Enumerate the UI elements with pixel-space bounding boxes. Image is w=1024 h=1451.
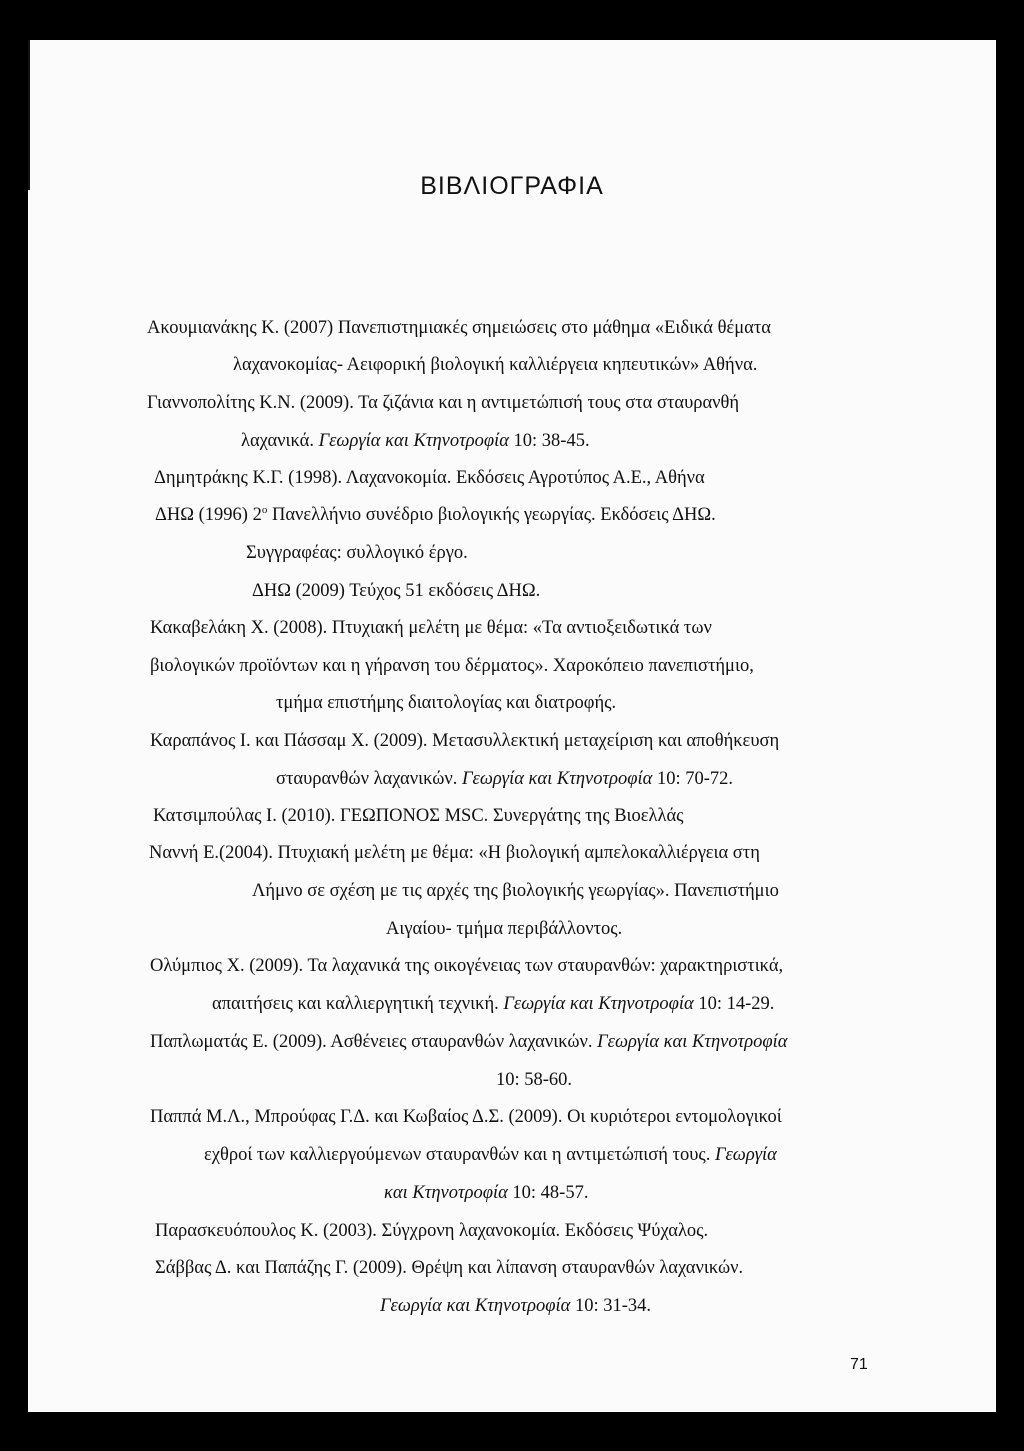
reference-text: Αιγαίου- τμήμα περιβάλλοντος. <box>386 919 623 939</box>
reference-line <box>241 429 590 453</box>
journal-title: και Κτηνοτροφία <box>384 1183 508 1203</box>
reference-line <box>276 767 733 791</box>
journal-title: Γεωργία και Κτηνοτροφία <box>597 1032 788 1052</box>
reference-text: 10: 38-45. <box>508 431 590 451</box>
reference-text: 10: 48-57. <box>507 1183 589 1203</box>
page-title: ΒΙΒΛΙΟΓΡΑΦΙΑ <box>420 172 604 200</box>
reference-line <box>150 729 779 753</box>
reference-text: Παρασκευόπουλος Κ. (2003). Σύγχρονη λαχανοκομία. Εκδόσεις Ψύχαλος. <box>155 1221 709 1241</box>
reference-text: Παππά Μ.Λ., Μπρούφας Γ.Δ. και Κωβαίος Δ.Σ. (2009). Οι κυριότεροι εντομολογικοί <box>150 1107 782 1127</box>
journal-title: Γεωργία <box>714 1145 777 1165</box>
reference-text: Γιαννοπολίτης Κ.Ν. (2009). Τα ζιζάνια και η αντιμετώπισή τους στα σταυρανθή <box>147 393 740 413</box>
reference-line <box>252 579 540 603</box>
reference-line <box>150 1030 787 1054</box>
reference-line <box>153 804 684 828</box>
reference-line <box>147 316 771 340</box>
reference-text: 10: 14-29. <box>693 994 775 1014</box>
scan-margin-line <box>28 40 30 190</box>
reference-text: 10: 31-34. <box>570 1296 651 1316</box>
reference-line <box>384 1181 588 1205</box>
reference-text: Καραπάνος Ι. και Πάσσαμ Χ. (2009). Μετασυλλεκτική μεταχείριση και αποθήκευση <box>150 731 780 751</box>
reference-line <box>496 1068 572 1092</box>
reference-text: Κατσιμπούλας Ι. (2010). ΓΕΩΠΟΝΟΣ MSC. Συνεργάτης της Βιοελλάς <box>153 806 684 826</box>
reference-text: Σάββας Δ. και Παπάζης Γ. (2009). Θρέψη και λίπανση σταυρανθών λαχανικών. <box>155 1258 744 1278</box>
reference-text: Ναννή Ε.(2004). Πτυχιακή μελέτη με θέμα: «Η βιολογική αμπελοκαλλιέργεια στη <box>149 843 760 863</box>
reference-text: Πανελλήνιο συνέδριο βιολογικής γεωργίας. Εκδόσεις ΔΗΩ. <box>267 505 716 525</box>
reference-line <box>150 954 783 978</box>
reference-text: Ακουμιανάκης Κ. (2007) Πανεπιστημιακές σημειώσεις στο μάθημα «Ειδικά θέματα <box>147 318 771 338</box>
reference-line <box>212 992 774 1016</box>
reference-line <box>147 391 739 415</box>
reference-text: 10: 58-60. <box>496 1070 573 1090</box>
reference-text: Λήμνο σε σχέση με τις αρχές της βιολογικής γεωργίας». Πανεπιστήμιο <box>252 881 779 901</box>
ordinal-superscript: ο <box>261 503 268 516</box>
reference-line <box>276 691 616 715</box>
reference-text: Συγγραφέας: συλλογικό έργο. <box>246 543 468 563</box>
reference-text: λαχανοκομίας- Αειφορική βιολογική καλλιέργεια κηπευτικών» Αθήνα. <box>233 355 758 375</box>
reference-text: Ολύμπιος Χ. (2009). Τα λαχανικά της οικογένειας των σταυρανθών: χαρακτηριστικά, <box>150 956 784 976</box>
reference-text: σταυρανθών λαχανικών. <box>276 769 463 789</box>
reference-text: Παπλωματάς Ε. (2009). Ασθένειες σταυρανθών λαχανικών. <box>150 1032 598 1052</box>
reference-line <box>233 353 757 377</box>
reference-line <box>155 1219 708 1243</box>
reference-line <box>246 541 468 565</box>
document-page <box>28 40 996 1412</box>
reference-line <box>252 879 779 903</box>
reference-text: εχθροί των καλλιεργούμενων σταυρανθών και η αντιμετώπισή τους. <box>204 1145 715 1165</box>
reference-text: βιολογικών προϊόντων και η γήρανση του δέρματος». Χαροκόπειο πανεπιστήμιο, <box>150 656 754 676</box>
reference-line <box>380 1294 651 1318</box>
reference-text: λαχανικά. <box>241 431 319 451</box>
reference-text: ΔΗΩ (1996) 2 <box>155 505 262 525</box>
journal-title: Γεωργία και Κτηνοτροφία <box>318 431 509 451</box>
journal-title: Γεωργία και Κτηνοτροφία <box>380 1296 571 1316</box>
journal-title: Γεωργία και Κτηνοτροφία <box>462 769 653 789</box>
reference-text: Δημητράκης Κ.Γ. (1998). Λαχανοκομία. Εκδόσεις Αγροτύπος Α.Ε., Αθήνα <box>154 468 705 488</box>
reference-line <box>386 917 622 941</box>
reference-text: τμήμα επιστήμης διαιτολογίας και διατροφής. <box>276 693 617 713</box>
reference-line <box>154 466 705 490</box>
reference-line <box>150 616 712 640</box>
reference-line <box>155 503 716 527</box>
reference-text: 10: 70-72. <box>652 769 734 789</box>
reference-text: απαιτήσεις και καλλιεργητική τεχνική. <box>212 994 504 1014</box>
page-number: 71 <box>850 1356 868 1373</box>
reference-line <box>150 1105 782 1129</box>
journal-title: Γεωργία και Κτηνοτροφία <box>503 994 694 1014</box>
reference-line <box>155 1256 743 1280</box>
reference-text: Κακαβελάκη Χ. (2008). Πτυχιακή μελέτη με θέμα: «Τα αντιοξειδωτικά των <box>150 618 712 638</box>
reference-line <box>204 1143 777 1167</box>
reference-text: ΔΗΩ (2009) Τεύχος 51 εκδόσεις ΔΗΩ. <box>252 581 541 601</box>
reference-line <box>149 841 760 865</box>
reference-line <box>150 654 754 678</box>
